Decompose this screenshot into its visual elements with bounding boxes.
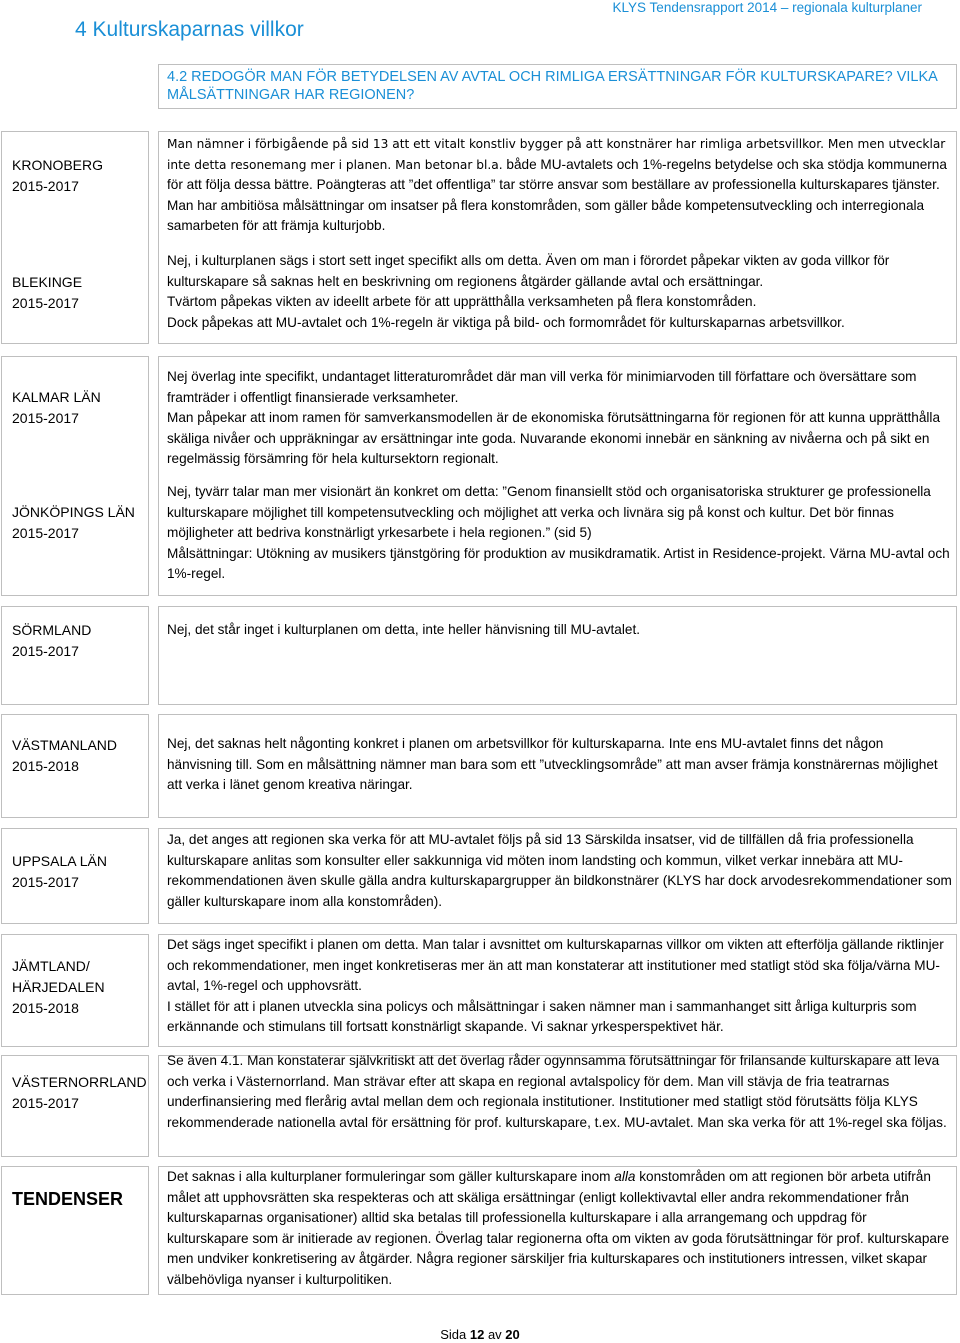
paragraph: Tvärtom påpekas vikten av ideellt arbete för att upprätthålla verksamheten på flera konstområden. — [167, 294, 757, 310]
region-name: HÄRJEDALEN — [12, 979, 105, 995]
paragraph-part: Det saknas i alla kulturplaner formuleringar som gäller kulturskapare inom — [167, 1169, 615, 1184]
region-label-sormland — [12, 620, 91, 662]
paragraph: Ja, det anges att regionen ska verka för att MU-avtalet följs på sid 13 Särskilda insatser, vid de tillfällen då fria professionella kulturskapare anlitas som konsulter eller sakkunniga vid möten inom landsting och kommun, vilket verkar innebära att MU-rekommendationen även skulle gälla andra kulturskapargrupper än bildkonstnärer (KLYS har dock arvodesrekommendationer som gäller kulturskapare inom alla konstområden). — [167, 832, 952, 909]
paragraph: Nej, tyvärr talar man mer visionärt än konkret om detta: ”Genom finansiellt stöd och organisatoriska strukturer ge professionella kulturskapare möjlighet till kompetensutveckling och möjlighet att verka och livnära sig på konst och kultur. Det bör finnas möjligheter att bedriva konstnärligt yrkesarbete i hela regionen.” (sid 5) — [167, 484, 931, 541]
region-label-jonkoping — [12, 502, 135, 544]
page-number: 12 — [469, 1327, 485, 1342]
region-name: UPPSALA LÄN — [12, 853, 107, 869]
vastmanland-text — [167, 734, 952, 796]
jamtland-text — [167, 935, 952, 1038]
page-footer — [0, 1327, 960, 1342]
label-box-kronoberg-blekinge — [1, 131, 149, 344]
paragraph: Se även 4.1. Man konstaterar självkritiskt att det överlag råder ogynnsamma förutsättningar för frilansande kulturskapare att leva och verka i Västernorrland. Man strävar efter att skapa en regional avtalspolicy för dem. Man vill stävja de fria teatrarnas underfinansiering med flerårig avtal mellan dem och regionala institutioner. Institutioner med statligt stöd förutsätts följa KLYS rekommenderade nationella avtal för ersättning för prof. kulturskapare, t.ex. MU-avtalet. Man ska verka för att 1%-regel ska följas. — [167, 1053, 947, 1130]
paragraph: Det sägs inget specifikt i planen om detta. Man talar i avsnittet om kulturskaparnas villkor om vikten att efterfölja gällande riktlinjer och rekommendationer, men inget konkretiseras mer än att man konstaterar att institutioner med statligt stöd ska följa/värna MU-avtal, 1%-regel och upphovsrätt. — [167, 937, 944, 994]
region-years: 2015-2017 — [12, 525, 79, 541]
region-name: KRONOBERG — [12, 157, 104, 173]
paragraph-part: Man nämner i förbigående på sid 13 att ett vitalt konstliv bygger på att konstnärer har rimliga arbetsvillkor. Men men utvecklar inte detta resonemang mer i planen. Man betonar bl.a. — [167, 137, 946, 172]
region-name: VÄSTMANLAND — [12, 737, 118, 753]
paragraph: Man påpekar att inom ramen för samverkansmodellen är de ekonomiska förutsättningarna för regionen för att kunna upprätthålla skäliga nivåer och uppräkningar av ersättningar inte goda. Nuvarande ekonomi innebär en sänkning av nivåerna och på sikt en regelmässig försämring för hela kultursektorn regionalt. — [167, 410, 941, 467]
region-label-vastmanland — [12, 735, 117, 777]
paragraph: Dock påpekas att MU-avtalet och 1%-regeln är viktiga på bild- och formområdet för kulturskaparnas arbetsvillkor. — [167, 314, 845, 330]
paragraph: Nej överlag inte specifikt, undantaget litteraturområdet där man vill verka för minimiarvoden till författare och översättare som framträder i offentligt finansierade verksamheter. — [167, 369, 917, 405]
paragraph: Nej, det saknas helt någonting konkret i planen om arbetsvillkor för kulturskaparna. Inte ens MU-avtalet finns det någon hänvisning till. Som en målsättning nämner man bara som ett ”utvecklingsområde” att man avser främja konstnärernas möjlighet att verka i länet genom kreativa näringar. — [167, 736, 938, 793]
vasternorrland-text — [167, 1051, 952, 1133]
paragraph — [167, 1167, 952, 1291]
uppsala-text — [167, 830, 952, 912]
region-name: KALMAR LÄN — [12, 389, 101, 405]
region-years: 2015-2017 — [12, 295, 79, 311]
region-years: 2015-2018 — [12, 758, 79, 774]
region-name: BLEKINGE — [12, 274, 83, 290]
paragraph: Målsättningar: Utökning av musikers tjänstgöring för produktion av musikdramatik. Artist in Residence-projekt. Värna MU-avtal och 1%-regel. — [167, 545, 950, 582]
label-box-kalmar-jonkoping — [1, 356, 149, 596]
jonkoping-text — [167, 482, 952, 585]
kalmar-text — [167, 367, 952, 470]
region-name: JÄMTLAND/ — [12, 958, 90, 974]
label-box-uppsala — [1, 828, 149, 924]
section-heading: 4.2 REDOGÖR MAN FÖR BETYDELSEN AV AVTAL OCH RIMLIGA ERSÄTTNINGAR FÖR KULTURSKAPARE? VILKA MÅLSÄTTNINGAR HAR REGIONEN? — [158, 64, 957, 109]
region-name: JÖNKÖPINGS LÄN — [12, 504, 135, 520]
region-years: 2015-2017 — [12, 874, 79, 890]
paragraph-part: konstområden om att regionen bör arbeta utifrån målet att upphovsrätten ska respekteras och att skäliga ersättningar (enligt kollektivavtal eller andra rekommendationer från kulturskaparnas organisationer) alltid ska betalas till professionella kulturskapare i alla arrangemang och uppdrag för kulturskapare som är initierade av regionen. Överlag talar regionerna ofta om vikten av goda förutsättningar för prof. kulturskapare men undviker konkretisering av åtgärder. Några regioner särskiljer fria kulturskapares och institutioners intressen, vilket skapar välbehövliga nyanser i kulturpolitiken. — [167, 1169, 950, 1287]
paragraph — [167, 134, 952, 237]
label-box-vasternorrland — [1, 1055, 149, 1157]
region-label-blekinge — [12, 272, 82, 314]
region-years: 2015-2017 — [12, 178, 79, 194]
chapter-title: 4 Kulturskaparnas villkor — [75, 18, 304, 41]
region-label-vasternorrland — [12, 1072, 147, 1114]
region-label-kalmar — [12, 387, 101, 429]
footer-prefix: Sida — [440, 1327, 470, 1342]
paragraph: Nej, i kulturplanen sägs i stort sett inget specifikt alls om detta. Även om man i förordet påpekar vikten av goda villkor för kulturskapare så saknas helt en beskrivning om regionens åtgärder gällande avtal och ersättningar. — [167, 253, 890, 289]
region-name: VÄSTERNORRLAND — [12, 1074, 147, 1090]
blekinge-text — [167, 251, 952, 333]
paragraph: Nej, det står inget i kulturplanen om detta, inte heller hänvisning till MU-avtalet. — [167, 622, 641, 637]
paragraph: I stället för att i planen utveckla sina policys och målsättningar i saken nämner man i sammanhanget sitt årliga kulturpris som erkännande och stimulans till fortsatt konstnärligt skapande. Vi saknar yrkesperspektivet här. — [167, 998, 917, 1035]
kronoberg-text — [167, 134, 952, 237]
page-total: 20 — [505, 1327, 520, 1342]
label-box-sormland — [1, 606, 149, 705]
label-box-tendenser — [1, 1166, 149, 1295]
region-name: SÖRMLAND — [12, 622, 92, 638]
tendenser-text — [167, 1167, 952, 1291]
region-years: 2015-2017 — [12, 643, 79, 659]
region-years: 2015-2018 — [12, 1000, 79, 1016]
sormland-text — [167, 620, 952, 641]
label-box-jamtland — [1, 934, 149, 1047]
region-label-kronoberg — [12, 155, 103, 197]
footer-mid: av — [484, 1327, 506, 1342]
region-label-jamtland — [12, 956, 105, 1019]
emphasis: alla — [614, 1169, 636, 1184]
region-label-uppsala — [12, 851, 107, 893]
tendenser-label: TENDENSER — [12, 1189, 124, 1209]
report-title: KLYS Tendensrapport 2014 – regionala kulturplaner — [612, 0, 922, 15]
region-years: 2015-2017 — [12, 410, 79, 426]
region-years: 2015-2017 — [12, 1095, 79, 1111]
label-box-vastmanland — [1, 714, 149, 818]
paragraph-part: både MU-avtalets och 1%-regelns betydelse och ska stödja kommunerna för att följa dessa bättre. Poängteras att ”det offentliga” tar större ansvar som beställare av professionella kulturskapares tjänster. Man har ambitiösa målsättningar om insatser på flera konstområden, som gäller både kompetensutveckling och interregionala samarbeten för att främja kulturjobb. — [167, 156, 947, 234]
